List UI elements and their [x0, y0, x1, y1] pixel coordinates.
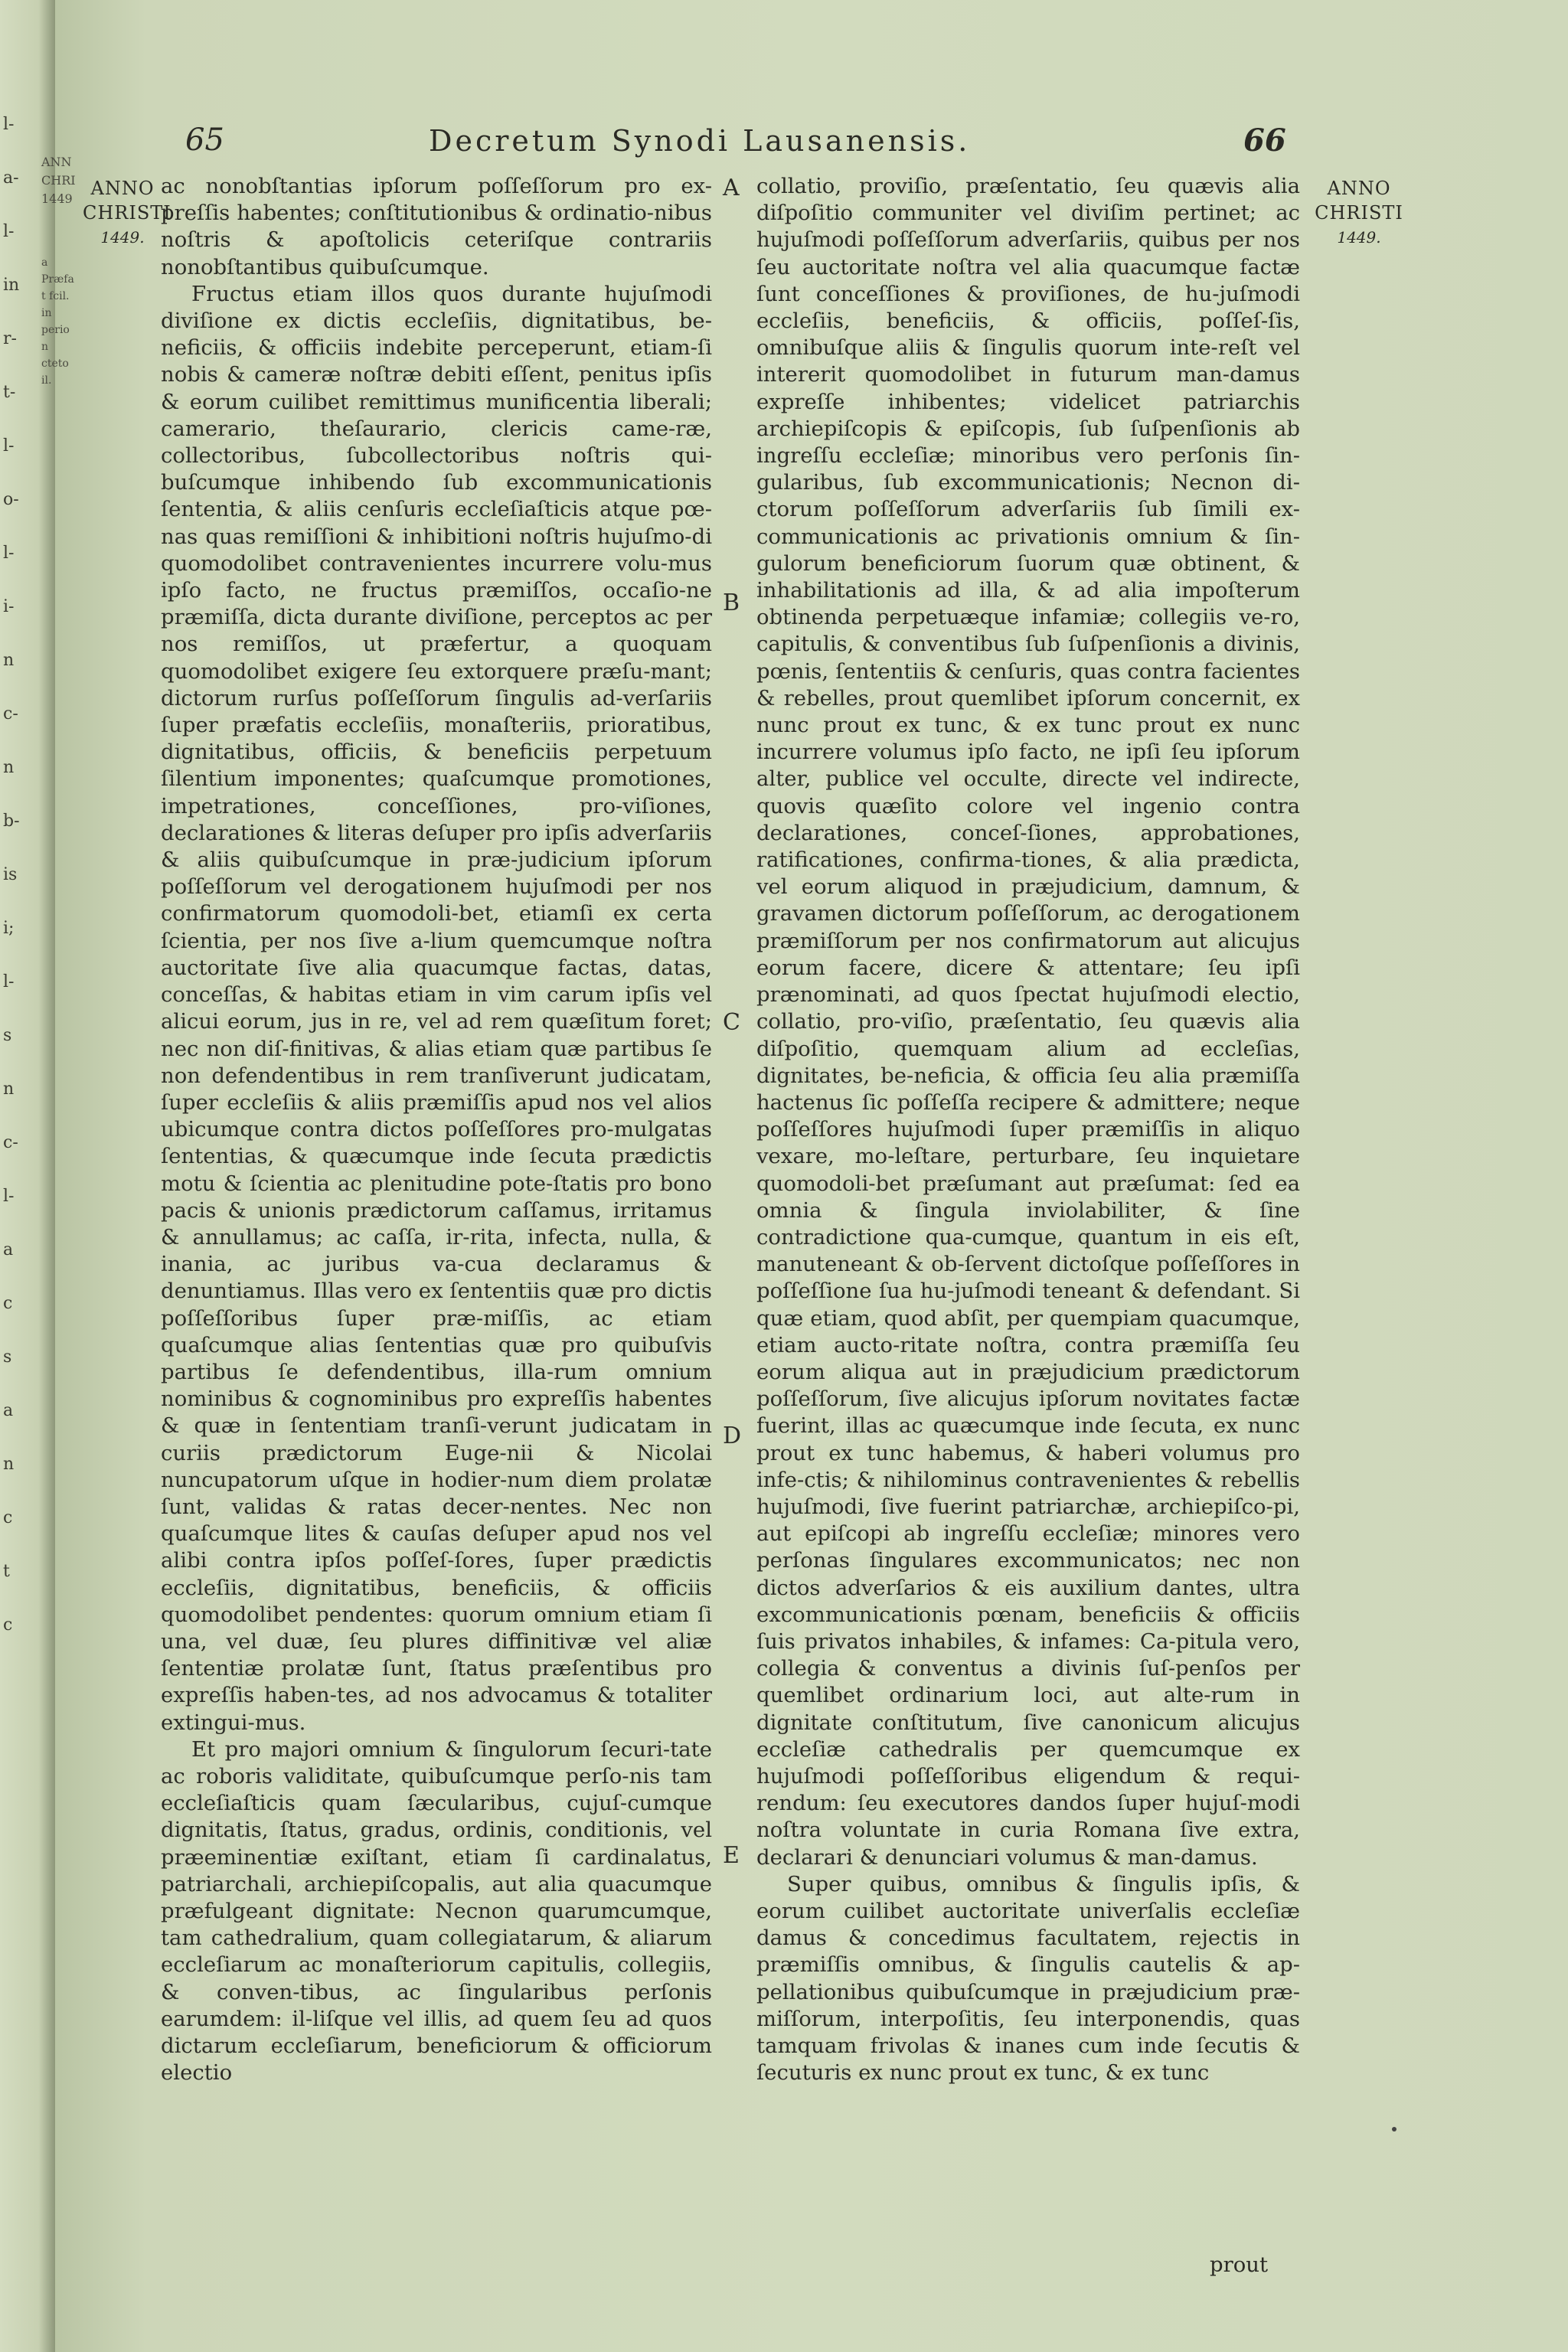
left-column	[161, 173, 712, 2086]
margin-right-year: 1449.	[1337, 228, 1381, 247]
section-letter-a: A	[723, 175, 740, 201]
previous-page-fragment: i-	[3, 597, 15, 616]
previous-page-fragment: t-	[3, 383, 16, 402]
page-number-right: 66	[1243, 122, 1286, 158]
previous-page-fragment: b-	[3, 812, 20, 831]
previous-christi: CHRI	[41, 173, 76, 188]
left-paragraph-1: ac nonobſtantias ipſorum poſſeſſorum pro ex-preſſis habentes; conſtitutionibus & ordinatio-nibus noſtris & apoſtolicis ceteriſque contrariis nonobſtantibus quibuſcumque.	[161, 174, 712, 279]
previous-page-fragment: l-	[3, 544, 15, 563]
right-column	[756, 173, 1300, 2086]
previous-page-fragment: s	[3, 1026, 12, 1045]
running-title: Decretum Synodi Lausanensis.	[429, 124, 971, 158]
previous-page-fragment: a	[3, 1401, 14, 1420]
previous-page-fragment: n	[3, 1080, 15, 1099]
previous-page-margin-note	[41, 153, 87, 389]
previous-page-fragment: s	[3, 1348, 12, 1367]
left-paragraph-3: Et pro majori omnium & ſingulorum ſecuri-tate ac roboris validitate, quibuſcumque perſo-nis tam eccleſiaſticis quam ſæcularibus, cujuſ-cumque dignitatis, ſtatus, gradus, ordinis, conditionis, vel præeminentiæ exiſtant, etiam ſi cardinalatus, patriarchali, archiepiſcopalis, aut alia quacumque præfulgeant dignitate: Necnon quarumcumque, tam cathedralium, quam collegiatarum, & aliarum eccleſiarum ac monaſteriorum capitulis, collegiis, & conven-tibus, ac ſingularibus perſonis earumdem: il-liſque vel illis, ad quem ſeu ad quos dictarum eccleſiarum, beneficiorum & officiorum electio	[161, 1736, 712, 2086]
previous-page-fragment: c-	[3, 1133, 18, 1152]
previous-page-fragment: r-	[3, 329, 17, 348]
section-letter-b: B	[723, 590, 740, 616]
previous-page-fragment: a	[3, 1240, 14, 1259]
section-letter-d: D	[723, 1423, 742, 1449]
previous-page-fragment: o-	[3, 490, 19, 509]
previous-year: 1449	[41, 191, 73, 206]
previous-page-fragment: l-	[3, 222, 15, 241]
margin-note-left	[83, 176, 172, 250]
previous-page-fragment: l-	[3, 972, 15, 991]
left-paragraph-2: Fructus etiam illos quos durante hujuſmodi diviſione ex dictis eccleſiis, dignitatibus, be-neficiis, & officiis indebite perceperunt, etiam-ſi nobis & cameræ noſtræ debiti eſſent, penitus ipſis & eorum cuilibet remittimus munificentia liberali; camerario, theſaurario, clericis came-ræ, collectoribus, ſubcollectoribus noſtris qui-buſcumque inhibendo ſub excommunicationis ſententia, & aliis cenſuris eccleſiaſticis atque pœ-nas quas remiſſioni & inhibitioni noſtris hujuſmo-di quomodolibet contravenientes incurrere volu-mus ipſo facto, ne fructus præmiſſos, occaſio-ne præmiſſa, dicta durante diviſione, perceptos ac per nos remiſſos, ut præfertur, a quoquam quomodolibet exigere ſeu extorquere præſu-mant; dictorum rurſus poſſeſſorum ſingulis ad-verſariis ſuper præfatis eccleſiis, monaſteriis, prioratibus, dignitatibus, officiis, & beneficiis perpetuum ſilentium imponentes; quaſcumque promotiones, impetrationes, conceſſiones, pro-viſiones, declarationes & literas deſuper pro ipſis adverſariis & aliis quibuſcumque in præ-judicium ipſorum poſſeſſorum vel derogationem hujuſmodi per nos confirmatorum quomodoli-bet, etiamſi ex certa ſcientia, per nos ſive a-lium quemcumque noſtra auctoritate ſive alia quacumque factas, datas, conceſſas, & habitas etiam in vim carum ipſis vel alicui eorum, jus in re, vel ad rem quæſitum foret; nec non diſ-finitivas, & alias etiam quæ partibus ſe non defendentibus in rem tranſiverunt judicatam, ſuper eccleſiis & aliis præmiſſis apud nos vel alios ubicumque contra dictos poſſeſſores pro-mulgatas ſententias, & quæcumque inde ſecuta prædictis motu & ſcientia ac plenitudine pote-ſtatis pro bono pacis & unionis prædictorum caſſamus, irritamus & annullamus; ac caſſa, ir-rita, infecta, nulla, & inania, ac juribus va-cua declaramus & denuntiamus. Illas vero ex ſententiis quæ pro dictis poſſeſſoribus ſuper præ-miſſis, ac etiam quaſcumque alias ſententias quæ pro quibuſvis partibus ſe defendentibus, illa-rum omnium nominibus & cognominibus pro expreſſis habentes & quæ in ſententiam tranſi-verunt judicatam in curiis prædictorum Euge-nii & Nicolai nuncupatorum uſque in hodier-num diem prolatæ ſunt, validas & ratas decer-nentes. Nec non quaſcumque lites & cauſas deſuper apud nos vel alibi contra ipſos poſſeſ-ſores, ſuper prædictis eccleſiis, dignitatibus, beneficiis, & officiis quomodolibet pendentes: quorum omnium etiam ſi una, vel duæ, ſeu plures diffinitivæ vel aliæ ſententiæ prolatæ ſunt, ſtatus præſentibus pro expreſſis haben-tes, ad nos advocamus & totaliter extingui-mus.	[161, 281, 712, 1735]
right-paragraph-2: Super quibus, omnibus & ſingulis ipſis, & eorum cuilibet auctoritate univerſalis eccleſiæ damus & concedimus facultatem, rejectis in præmiſſis omnibus, & ſingulis cautelis & ap-pellationibus quibuſcumque in præjudicium præ-miſſorum, interpoſitis, ſeu interponendis, quas tamquam frivolas & inanes cum inde ſecutis & ſecuturis ex nunc prout ex tunc, & ex tunc	[756, 1871, 1300, 2086]
previous-page-fragment: l-	[3, 115, 15, 134]
margin-right-christi: CHRISTI	[1315, 202, 1403, 224]
previous-page-fragment: c-	[3, 704, 18, 724]
margin-left-year: 1449.	[100, 228, 145, 247]
previous-page-fragment: c	[3, 1615, 13, 1635]
ink-dot	[1392, 2127, 1396, 2132]
section-letter-c: C	[723, 1009, 740, 1036]
previous-page-fragment: n	[3, 758, 15, 777]
catchword: prout	[1210, 2252, 1269, 2277]
right-paragraph-1: collatio, proviſio, præſentatio, ſeu quævis alia diſpoſitio communiter vel diviſim pertinet; ac hujuſmodi poſſeſſorum adverſariis, quibus per nos ſeu auctoritate noſtra vel alia quacumque factæ ſunt conceſſiones & proviſiones, de hu-juſmodi eccleſiis, beneficiis, & officiis, poſſeſ-ſis, omnibuſque aliis & ſingulis quorum inte-reſt vel intererit quomodolibet in futurum man-damus expreſſe inhibentes; videlicet patriarchis archiepiſcopis & epiſcopis, ſub ſuſpenſionis ab ingreſſu eccleſiæ; minoribus vero perſonis ſin-gularibus, ſub excommunicationis; Necnon di-ctorum poſſeſſorum adverſariis ſub ſimili ex-communicationis ac privationis omnium & ſin-gulorum beneficiorum ſuorum quæ obtinent, & inhabilitationis ad illa, & ad alia impoſterum obtinenda perpetuæque infamiæ; collegiis ve-ro, capitulis, & conventibus ſub ſuſpenſionis a divinis, pœnis, ſententiis & cenſuris, quas contra facientes & rebelles, prout quemlibet ipſorum concernit, ex nunc prout ex tunc, & ex tunc prout ex nunc incurrere volumus ipſo facto, ne ipſi ſeu ipſorum alter, publice vel occulte, directe vel indirecte, quovis quæſito colore vel ingenio contra declarationes, conceſ-ſiones, approbationes, ratificationes, confirma-tiones, & alia prædicta, vel eorum aliquod in præjudicium, damnum, & gravamen dictorum poſſeſſorum, ac derogationem præmiſſorum per nos confirmatorum aut alicujus eorum facere, dicere & attentare; ſeu ipſi prænominati, ad quos ſpectat hujuſmodi electio, collatio, pro-viſio, præſentatio, ſeu quævis alia diſpoſitio, quemquam alium ad eccleſias, dignitates, be-neficia, & officia ſeu alia præmiſſa hactenus ſic poſſeſſa recipere & admittere; neque poſſeſſores hujuſmodi ſuper præmiſſis in aliquo vexare, mo-leſtare, perturbare, ſeu inquietare quomodoli-bet præſumant aut præſumat: ſed ea omnia & ſingula inviolabiliter, & ſine contradictione qua-cumque, quantum in eis eſt, manuteneant & ob-ſervent dictoſque poſſeſſores in poſſeſſione ſua hu-juſmodi teneant & defendant. Si quæ etiam, quod abſit, per quempiam quacumque, etiam aucto-ritate noſtra, contra præmiſſa ſeu eorum aliqua aut in præjudicium prædictorum poſſeſſorum, ſive alicujus ipſorum novitates factæ fuerint, illas ac quæcumque inde ſecuta, ex nunc prout ex tunc habemus, & haberi volumus pro infe-ctis; & nihilominus contravenientes & rebellis hujuſmodi, ſive fuerint patriarchæ, archiepiſco-pi, aut epiſcopi ab ingreſſu eccleſiæ; minores vero perſonas ſingulares excommunicatos; nec non dictos adverſarios & eis auxilium dantes, ultra excommunicationis pœnam, beneficiis & officiis ſuis privatos inhabiles, & infames: Ca-pitula vero, collegia & conventus a divinis ſuſ-penſos per quemlibet ordinarium loci, aut alte-rum in dignitate conſtitutum, ſive canonicum alicujus eccleſiæ cathedralis per quemcumque ex hujuſmodi poſſeſſoribus eligendum & requi-rendum: ſeu executores dandos ſuper hujuſ-modi noſtra voluntate in curia Romana ſive extra, declarari & denunciari volumus & man-damus.	[756, 174, 1300, 1870]
previous-page-fragment: n	[3, 651, 15, 670]
previous-note: a Præfat fcil. in perion cteto il.	[41, 256, 74, 387]
previous-page-fragment: is	[3, 865, 18, 884]
previous-page-fragment: a-	[3, 168, 19, 188]
previous-anno: ANN	[41, 155, 72, 169]
previous-page-fragment: c	[3, 1294, 13, 1313]
margin-left-anno: ANNO	[90, 178, 155, 199]
section-letter-e: E	[723, 1842, 740, 1869]
previous-page-fragment: n	[3, 1455, 15, 1474]
previous-page-fragment: t	[3, 1562, 10, 1581]
margin-right-anno: ANNO	[1327, 178, 1391, 199]
margin-note-right	[1309, 176, 1409, 250]
page-number-left: 65	[185, 122, 224, 158]
previous-page-fragment: c	[3, 1508, 13, 1527]
previous-page-fragment: l-	[3, 1187, 15, 1206]
previous-page-fragment: l-	[3, 436, 15, 456]
margin-left-christi: CHRISTI	[83, 202, 172, 224]
previous-page-fragment: i;	[3, 919, 15, 938]
previous-page-fragment: in	[3, 276, 20, 295]
